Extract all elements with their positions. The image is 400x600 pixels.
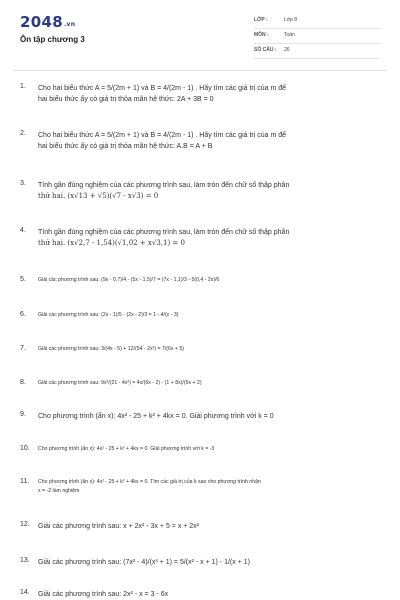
info-value: Lớp 8 [284, 17, 298, 23]
question-text [38, 478, 380, 496]
question-text [38, 521, 380, 532]
info-row-subject [254, 29, 380, 44]
logo-suffix: .vn [63, 21, 76, 28]
info-label: SỐ CÂU : [254, 47, 277, 53]
question-text [38, 180, 380, 202]
question-number: 1. [20, 83, 26, 90]
question-number: 12. [20, 521, 30, 528]
question-line: Tính gần đúng nghiệm của các phương trình sau, làm tròn đến chữ số thập phân [38, 229, 290, 236]
question-line: Cho hai biểu thức A = 5/(2m + 1) và B = 4/(2m - 1) . Hãy tìm các giá trị của m để [38, 85, 287, 92]
info-label: LỚP : [254, 17, 268, 23]
question-text [38, 83, 380, 105]
question-text [38, 311, 380, 320]
question-text [38, 589, 380, 600]
question-line: Giải các phương trình sau: 3/(4x - 5) + 12/(54 - 2x²) = 7/(6x + 5) [38, 346, 184, 352]
info-value: Toán [284, 32, 295, 38]
question-number: 14. [20, 589, 30, 596]
question-number: 2. [20, 130, 26, 137]
question-line: thứ hai. (x√2,7 - 1,54)(√1,02 + x√3,1) = 0 [38, 239, 185, 247]
question-text [38, 227, 380, 249]
question-line: Giải các phương trình sau: (2x - 1)/5 - (2x - 2)/3 = 1 - 4/(x - 3) [38, 312, 179, 318]
question-number: 3. [20, 180, 26, 187]
question-text [38, 345, 380, 354]
question-number: 7. [20, 345, 26, 352]
question-line: Tính gần đúng nghiệm của các phương trình sau, làm tròn đến chữ số thập phân [38, 182, 290, 189]
info-row-class [254, 14, 380, 29]
question-line: Cho phương trình (ẩn x): 4x² - 25 + k² + 4kx = 0. Giải phương trình với k = -3 [38, 446, 215, 452]
question-text [38, 445, 380, 454]
question-number: 9. [20, 411, 26, 418]
question-line: Cho hai biểu thức A = 5/(2m + 1) và B = 4/(2m - 1) . Hãy tìm các giá trị của m để [38, 132, 287, 139]
question-line: Giải các phương trình sau: (9x - 0,7)/4 - (5x - 1,5)/7 = (7x - 1,1)/3 - 5(0,4 - 2x)/6 [38, 277, 220, 283]
info-value: 26 [284, 47, 290, 53]
question-number: 13. [20, 557, 30, 564]
question-number: 8. [20, 379, 26, 386]
question-text [38, 557, 380, 568]
question-text [38, 276, 380, 285]
page-header [0, 0, 400, 62]
question-text [38, 130, 380, 152]
question-number: 6. [20, 311, 26, 318]
question-number: 4. [20, 227, 26, 234]
question-number: 11. [20, 478, 30, 485]
question-text [38, 379, 380, 388]
question-line: Giải các phương trình sau: 9x²/(21 - 4x²) = 4x/(6x - 2) - (1 + 8x)/(6x + 2) [38, 380, 202, 386]
site-logo[interactable] [20, 13, 75, 31]
question-line: Giải các phương trình sau: (7x² - 4)/(x³ + 1) = 5/(x² - x + 1) - 1/(x + 1) [38, 559, 250, 566]
question-number: 5. [20, 276, 26, 283]
info-label: MÔN : [254, 32, 269, 38]
info-table [254, 14, 380, 59]
question-line: Giải các phương trình sau: 2x² - x = 3 - 6x [38, 591, 169, 598]
logo-text: 2048 [20, 13, 63, 31]
question-text [38, 411, 380, 422]
page-title: Ôn tập chương 3 [20, 35, 85, 44]
question-line: Cho phương trình (ẩn x): 4x² - 25 + k² + 4kx = 0. Tìm các giá trị của k sao cho phương trình nhận [38, 479, 261, 485]
question-line: x = -2 làm nghiệm [38, 488, 80, 494]
question-line: hai biểu thức ấy có giá trị thỏa mãn hệ thức: A.B = A + B [38, 143, 213, 150]
question-line: thứ hai. (x√13 + √5)(√7 - x√3) = 0 [38, 192, 159, 200]
header-divider [14, 70, 386, 71]
question-line: hai biểu thức ấy có giá trị thỏa mãn hệ thức: 2A + 3B = 0 [38, 96, 214, 103]
question-line: Cho phương trình (ẩn x): 4x² - 25 + k² + 4kx = 0. Giải phương trình với k = 0 [38, 413, 274, 420]
question-number: 10. [20, 445, 30, 452]
question-line: Giải các phương trình sau: x + 2x² - 3x + 5 = x + 2x² [38, 523, 200, 530]
info-row-count [254, 44, 380, 59]
